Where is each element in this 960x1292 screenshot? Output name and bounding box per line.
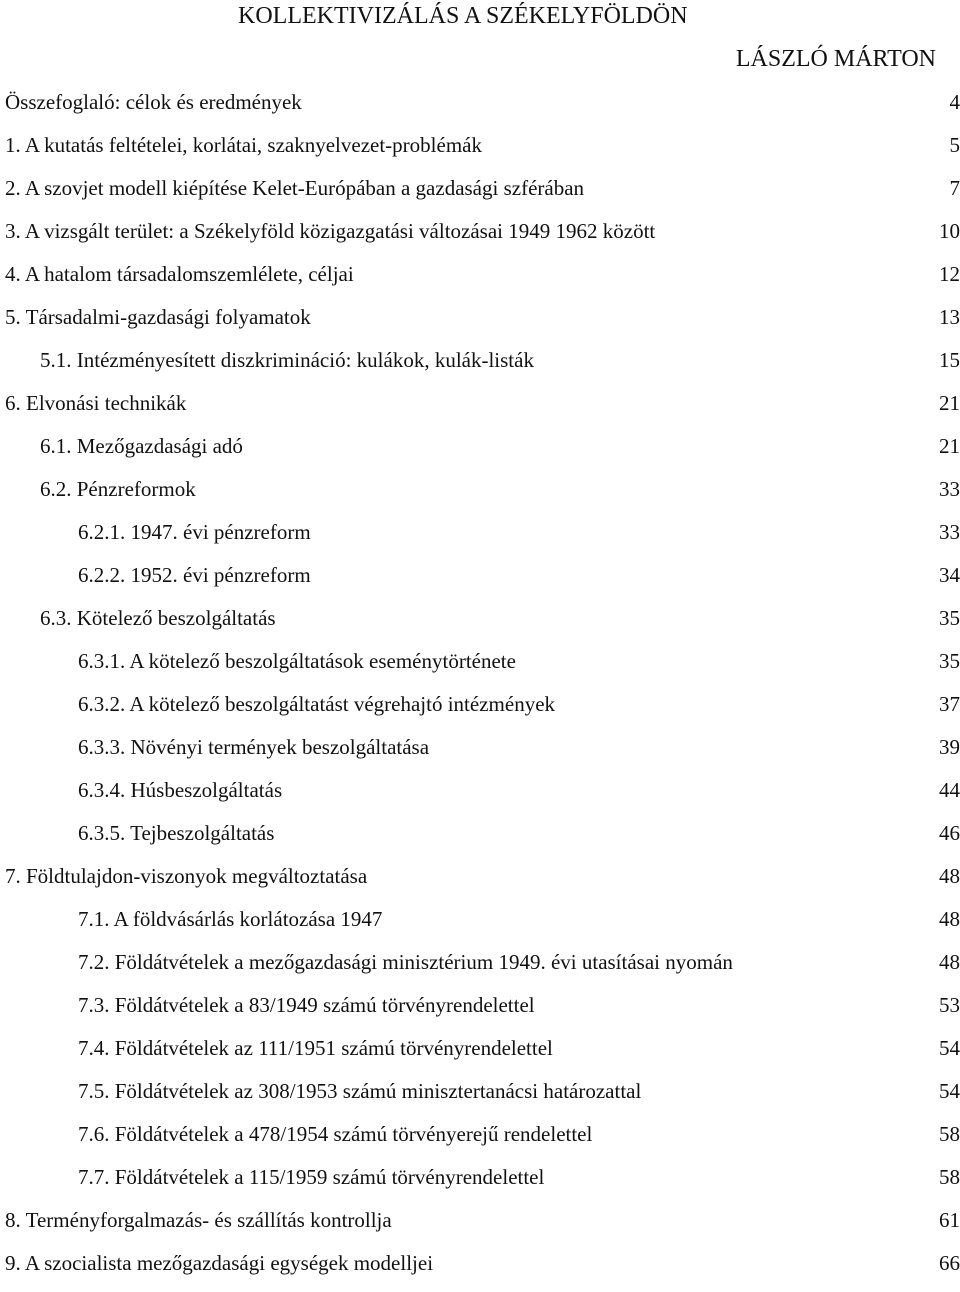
toc-entry-page: 48: [939, 948, 960, 976]
toc-entry-label: 7.2. Földátvételek a mezőgazdasági minisztérium 1949. évi utasításai nyomán: [78, 948, 733, 976]
toc-entry: [0, 217, 960, 260]
toc-entry-label: 9. A szocialista mezőgazdasági egységek modelljei: [5, 1249, 433, 1277]
toc-entry-label: 7.6. Földátvételek a 478/1954 számú törvényerejű rendelettel: [78, 1120, 592, 1148]
toc-entry: [0, 174, 960, 217]
toc-entry: [0, 776, 960, 819]
toc-entry-page: 5: [950, 131, 960, 159]
toc-entry: [0, 647, 960, 690]
toc-entry-page: 54: [939, 1077, 960, 1105]
toc-entry: [0, 303, 960, 346]
toc-entry-page: 48: [939, 905, 960, 933]
toc-entry-page: 39: [939, 733, 960, 761]
toc-entry: [0, 475, 960, 518]
toc-entry: [0, 1249, 960, 1292]
toc-entry-page: 7: [950, 174, 960, 202]
toc-entry-page: 58: [939, 1163, 960, 1191]
toc-entry-label: 3. A vizsgált terület: a Székelyföld közigazgatási változásai 1949 1962 között: [5, 217, 655, 245]
toc-entry-label: 6.3.2. A kötelező beszolgáltatást végrehajtó intézmények: [78, 690, 555, 718]
toc-entry-page: 34: [939, 561, 960, 589]
toc-entry-label: 7.1. A földvásárlás korlátozása 1947: [78, 905, 382, 933]
toc-entry-label: 6.3.3. Növényi termények beszolgáltatása: [78, 733, 429, 761]
toc-entry: [0, 260, 960, 303]
toc-entry-label: 6.2. Pénzreformok: [40, 475, 196, 503]
toc-entry: [0, 690, 960, 733]
toc-entry-page: 37: [939, 690, 960, 718]
toc-entry-label: 7. Földtulajdon-viszonyok megváltoztatása: [5, 862, 367, 890]
toc-entry-label: 1. A kutatás feltételei, korlátai, szaknyelvezet-problémák: [5, 131, 482, 159]
toc-entry: [0, 389, 960, 432]
toc-entry-page: 15: [939, 346, 960, 374]
toc-entry-page: 10: [939, 217, 960, 245]
toc-entry-page: 66: [939, 1249, 960, 1277]
toc-entry: [0, 604, 960, 647]
toc-entry: [0, 819, 960, 862]
toc-entry-label: 2. A szovjet modell kiépítése Kelet-Európában a gazdasági szférában: [5, 174, 584, 202]
toc-entry: [0, 1206, 960, 1249]
toc-entry: [0, 131, 960, 174]
toc-entry: [0, 948, 960, 991]
toc-entry-page: 12: [939, 260, 960, 288]
toc-entry-label: 6. Elvonási technikák: [5, 389, 186, 417]
toc-entry-label: 5.1. Intézményesített diszkrimináció: kulákok, kulák-listák: [40, 346, 534, 374]
toc-entry-label: 7.4. Földátvételek az 111/1951 számú törvényrendelettel: [78, 1034, 553, 1062]
document-title: KOLLEKTIVIZÁLÁS A SZÉKELYFÖLDÖN: [238, 2, 688, 30]
toc-entry-page: 44: [939, 776, 960, 804]
toc-entry-label: 8. Terményforgalmazás- és szállítás kontrollja: [5, 1206, 392, 1234]
toc-entry-page: 21: [939, 389, 960, 417]
toc-entry-page: 21: [939, 432, 960, 460]
toc-entry-label: 6.3.5. Tejbeszolgáltatás: [78, 819, 274, 847]
toc-entry-label: 7.3. Földátvételek a 83/1949 számú törvényrendelettel: [78, 991, 535, 1019]
toc-entry: [0, 346, 960, 389]
toc-entry-label: 7.7. Földátvételek a 115/1959 számú törvényrendelettel: [78, 1163, 544, 1191]
toc-entry-label: 7.5. Földátvételek az 308/1953 számú minisztertanácsi határozattal: [78, 1077, 641, 1105]
toc-entry: [0, 1120, 960, 1163]
toc-entry-label: 6.3.4. Húsbeszolgáltatás: [78, 776, 282, 804]
toc-entry-page: 46: [939, 819, 960, 847]
toc-entry: [0, 561, 960, 604]
toc-entry-label: 5. Társadalmi-gazdasági folyamatok: [5, 303, 311, 331]
toc-entry-page: 48: [939, 862, 960, 890]
toc-entry-page: 13: [939, 303, 960, 331]
document-author: LÁSZLÓ MÁRTON: [736, 45, 936, 73]
toc-entry-page: 33: [939, 518, 960, 546]
toc-entry: [0, 1163, 960, 1206]
toc-entry-label: Összefoglaló: célok és eredmények: [5, 88, 302, 116]
toc-entry-page: 4: [950, 88, 960, 116]
toc-entry: [0, 991, 960, 1034]
toc-entry-page: 61: [939, 1206, 960, 1234]
toc-entry-label: 6.3.1. A kötelező beszolgáltatások eseménytörténete: [78, 647, 516, 675]
toc-entry-page: 33: [939, 475, 960, 503]
toc-entry: [0, 1034, 960, 1077]
toc-entry-label: 6.1. Mezőgazdasági adó: [40, 432, 243, 460]
toc-entry-label: 6.3. Kötelező beszolgáltatás: [40, 604, 276, 632]
toc-entry-page: 35: [939, 647, 960, 675]
toc-entry: [0, 733, 960, 776]
toc-entry: [0, 862, 960, 905]
toc-entry: [0, 432, 960, 475]
toc-entry: [0, 1077, 960, 1120]
toc-entry-page: 53: [939, 991, 960, 1019]
toc-entry-label: 6.2.1. 1947. évi pénzreform: [78, 518, 311, 546]
toc-entry: [0, 518, 960, 561]
toc-entry-page: 58: [939, 1120, 960, 1148]
table-of-contents: [0, 88, 960, 1292]
toc-entry: [0, 905, 960, 948]
toc-entry-label: 4. A hatalom társadalomszemlélete, céljai: [5, 260, 354, 288]
toc-entry-page: 54: [939, 1034, 960, 1062]
toc-entry-label: 6.2.2. 1952. évi pénzreform: [78, 561, 311, 589]
toc-entry-page: 35: [939, 604, 960, 632]
toc-entry: [0, 88, 960, 131]
